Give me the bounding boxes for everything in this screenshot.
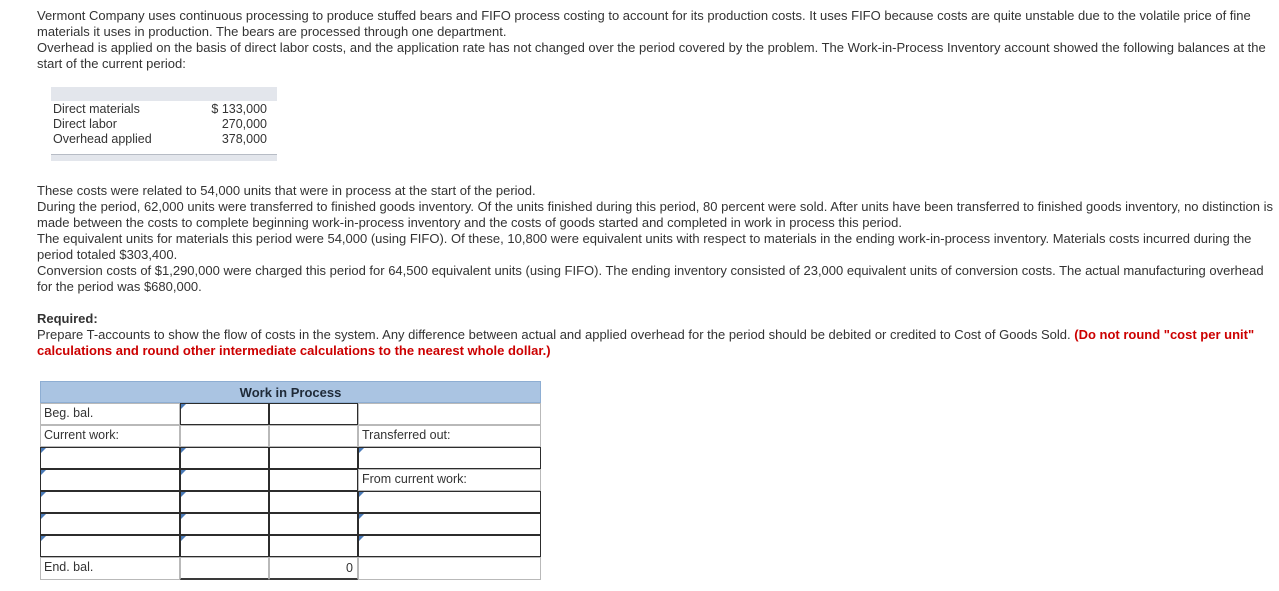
intro-paragraph-2: Overhead is applied on the basis of direct labor costs, and the application rate has not changed over the period covered by the problem. The Work-in-Process Inventory account showed the following balances at the start of the current period: [37, 40, 1266, 71]
end-bal-value: 0 [269, 557, 358, 580]
credit-account-input-2[interactable] [358, 491, 541, 513]
beg-bal-credit-cell [358, 403, 541, 425]
balance-amount: 270,000 [221, 117, 267, 131]
detail-paragraph-4: Conversion costs of $1,290,000 were charged this period for 64,500 equivalent units (using FIFO). The ending inventory consisted of 23,000 equivalent units of conversion costs. The actual manufacturing overhead for the period was $680,000. [37, 263, 1264, 294]
current-work-blank-2 [269, 425, 358, 447]
balance-label: Direct materials [53, 102, 140, 116]
debit-account-input-2[interactable] [40, 469, 180, 491]
detail-paragraph-1: These costs were related to 54,000 units that were in process at the start of the period. [37, 183, 536, 198]
debit-amount-input-1[interactable] [180, 447, 269, 469]
t-account-title: Work in Process [40, 381, 541, 403]
debit-account-input-1[interactable] [40, 447, 180, 469]
from-current-work-label: From current work: [358, 469, 541, 491]
balance-amount: 378,000 [221, 132, 267, 146]
intro-text [37, 8, 1273, 72]
credit-account-input-3[interactable] [358, 513, 541, 535]
balance-row-direct-materials [53, 102, 267, 117]
balance-row-direct-labor [53, 117, 267, 132]
debit-amount-input-4[interactable] [180, 513, 269, 535]
detail-paragraph-3: The equivalent units for materials this period were 54,000 (using FIFO). Of these, 10,800 were equivalent units with respect to materials in the ending work-in-process inventory. Materials costs incurred during the period totaled $303,400. [37, 231, 1252, 262]
debit-account-input-5[interactable] [40, 535, 180, 557]
balance-label: Direct labor [53, 117, 117, 131]
end-bal-debit-cell [180, 557, 269, 580]
debit-amount-total-input-2[interactable] [269, 469, 358, 491]
debit-amount-input-5[interactable] [180, 535, 269, 557]
credit-account-input-4[interactable] [358, 535, 541, 557]
balance-label: Overhead applied [53, 132, 152, 146]
credit-account-input-1[interactable] [358, 447, 541, 469]
balance-amount: $ 133,000 [211, 102, 267, 116]
debit-amount-total-input-3[interactable] [269, 491, 358, 513]
debit-amount-total-input-5[interactable] [269, 535, 358, 557]
required-section [37, 311, 1273, 359]
intro-paragraph-1: Vermont Company uses continuous processing to produce stuffed bears and FIFO process costing to account for its production costs. It uses FIFO because costs are quite unstable due to the volatile price of fine materials it uses in production. The bears are processed through one department. [37, 8, 1251, 39]
required-text: Prepare T-accounts to show the flow of costs in the system. Any difference between actual and applied overhead for the period should be debited or credited to Cost of Goods Sold. [37, 327, 1075, 342]
details-text [37, 183, 1273, 295]
beginning-balances-table [37, 87, 277, 161]
transferred-out-label: Transferred out: [358, 425, 541, 447]
debit-amount-total-input-1[interactable] [269, 447, 358, 469]
table-header-band [51, 87, 277, 101]
beg-bal-label: Beg. bal. [40, 403, 180, 425]
required-title: Required: [37, 311, 98, 326]
rounding-note: (Do not round "cost per unit" calculations and round other intermediate calculations to the nearest whole dollar.) [37, 327, 1255, 358]
table-footer-band [51, 155, 277, 161]
debit-amount-total-input-4[interactable] [269, 513, 358, 535]
beg-bal-debit-input-1[interactable] [180, 403, 269, 425]
debit-amount-input-2[interactable] [180, 469, 269, 491]
debit-amount-input-3[interactable] [180, 491, 269, 513]
current-work-label: Current work: [40, 425, 180, 447]
current-work-blank-1 [180, 425, 269, 447]
required-instructions [37, 327, 1273, 359]
beg-bal-debit-input-2[interactable] [269, 403, 358, 425]
end-bal-label: End. bal. [40, 557, 180, 580]
end-bal-credit-cell [358, 557, 541, 580]
debit-account-input-4[interactable] [40, 513, 180, 535]
balance-row-overhead-applied [53, 132, 267, 147]
detail-paragraph-2: During the period, 62,000 units were transferred to finished goods inventory. Of the units finished during this period, 80 percent were sold. After units have been transferred to finished goods inventory, no distinction is made between the costs to complete beginning work-in-process inventory and the costs of goods started and completed in work in process this period. [37, 199, 1273, 230]
debit-account-input-3[interactable] [40, 491, 180, 513]
